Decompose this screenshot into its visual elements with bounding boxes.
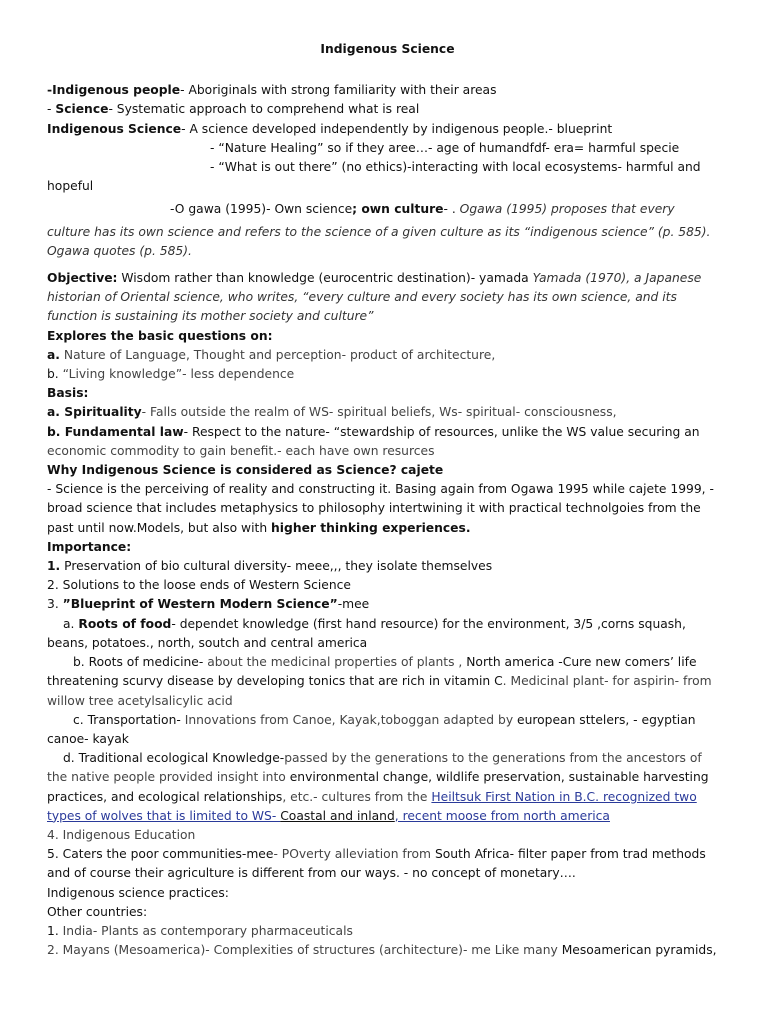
other-countries-heading: Other countries: bbox=[47, 904, 148, 919]
text-run: - Falls outside the realm of WS- spiritual beliefs, Ws- spiritual- consciousness, bbox=[141, 405, 617, 420]
tek-continued bbox=[47, 788, 728, 807]
bold-term: ; own culture bbox=[352, 202, 444, 217]
text-run: environmental change, wildlife preservation, sustainable harvesting bbox=[289, 770, 709, 785]
text-run: the native people provided insight into bbox=[47, 770, 290, 785]
text-run: - filter paper from trad methods bbox=[509, 847, 706, 862]
text-run: , etc.- cultures from the bbox=[282, 789, 432, 804]
ogawa-quote-line: Ogawa quotes (p. 585). bbox=[47, 243, 192, 258]
italic-quote: Ogawa (1995) proposes that every bbox=[459, 202, 675, 217]
bold-term: b. Fundamental law bbox=[47, 424, 184, 439]
objective-line bbox=[47, 269, 728, 288]
list-number: 1. bbox=[47, 923, 59, 938]
document-title: Indigenous Science bbox=[320, 42, 455, 56]
bold-term: Indigenous Science bbox=[47, 121, 182, 136]
country-item-1 bbox=[47, 922, 728, 941]
importance-item-4: 4. Indigenous Education bbox=[47, 827, 196, 842]
bold-term: Science bbox=[55, 102, 109, 117]
text-run: practices, and ecological relationships bbox=[47, 789, 283, 804]
heiltsuk-link[interactable]: Heiltsuk First Nation in B.C. recognized two bbox=[431, 789, 697, 804]
text-run: - Systematic approach to comprehend what is real bbox=[108, 102, 420, 117]
practices-heading: Indigenous science practices: bbox=[47, 885, 229, 900]
basis-b-continued: economic commodity to gain benefit.- each have own resurces bbox=[47, 443, 435, 458]
what-is-out-there-continued: hopeful bbox=[47, 179, 94, 194]
text-run: - . bbox=[443, 202, 460, 217]
roots-of-medicine-continued bbox=[47, 672, 728, 691]
why-line bbox=[47, 519, 728, 538]
yamada-quote-line: historian of Oriental science, who writes, “every culture and every society has its own science, and its bbox=[47, 290, 677, 305]
importance-item-2: 2. Solutions to the loose ends of Western Science bbox=[47, 578, 351, 593]
importance-heading: Importance: bbox=[47, 539, 132, 554]
text-run: passed by the generations to the generations from the ancestors of bbox=[284, 751, 702, 766]
tek-line bbox=[47, 749, 728, 768]
bold-term: ”Blueprint of Western Modern Science” bbox=[62, 597, 338, 612]
tek-continued bbox=[47, 807, 728, 826]
text-run: Mesoamerican pyramids bbox=[561, 943, 713, 958]
yamada-quote-line: function is sustaining its mother society and culture” bbox=[47, 309, 374, 324]
importance-item-5 bbox=[47, 845, 728, 864]
science-line bbox=[47, 100, 728, 119]
text-run: - Respect to the nature- “stewardship of resources, unlike the WS value securing an bbox=[183, 424, 700, 439]
why-line: - Science is the perceiving of reality and constructing it. Basing again from Ogawa 1995 while cajete 1999, - bbox=[47, 482, 714, 497]
text-run: - Aboriginals with strong familiarity with their areas bbox=[180, 83, 497, 98]
text-run: Preservation of bio cultural diversity- meee,,, they isolate themselves bbox=[60, 559, 493, 574]
text-run: european sttelers, - egyptian bbox=[517, 712, 696, 727]
text-run: 2. Mayans (Mesoamerica)- Complexities of structures (architecture)- me Like many bbox=[47, 943, 562, 958]
text-run: North america -Cure new comers’ life bbox=[466, 655, 697, 670]
text-run: -O gawa (1995)- Own science bbox=[170, 202, 353, 217]
list-number: 1. bbox=[47, 559, 61, 574]
question-b bbox=[47, 365, 728, 384]
heiltsuk-link[interactable]: Coastal and inland bbox=[280, 808, 395, 823]
list-label: b. bbox=[47, 367, 59, 382]
country-item-2 bbox=[47, 941, 728, 960]
transportation-continued: canoe- kayak bbox=[47, 731, 129, 746]
roots-of-medicine-continued: willow tree acetylsalicylic acid bbox=[47, 693, 233, 708]
text-run: . Medicinal plant- for aspirin- from bbox=[502, 674, 712, 689]
bold-term: a. Spirituality bbox=[47, 405, 142, 420]
indigenous-science-line bbox=[47, 120, 728, 139]
text-run: - dependet knowledge (first hand resource) for the environment, 3/5 ,corns squash, bbox=[171, 616, 686, 631]
explores-heading: Explores the basic questions on: bbox=[47, 328, 273, 343]
roots-of-medicine-line bbox=[47, 653, 728, 672]
text-run: -mee bbox=[337, 597, 370, 612]
text-run: d. Traditional ecological Knowledge- bbox=[63, 751, 285, 766]
text-run: threatening scurvy disease by developing tonics that are rich in vitamin C bbox=[47, 674, 503, 689]
text-run: South Africa bbox=[434, 847, 510, 862]
basis-heading: Basis: bbox=[47, 386, 89, 401]
bold-term: Roots of food bbox=[78, 616, 172, 631]
basis-b bbox=[47, 423, 728, 442]
roots-of-food-continued: beans, potatoes., north, soutch and central america bbox=[47, 635, 368, 650]
text-run: b. Roots of medicine- bbox=[73, 655, 204, 670]
bold-term: -Indigenous people bbox=[47, 83, 181, 98]
text-run: c. Transportation- bbox=[73, 712, 181, 727]
importance-item-3 bbox=[47, 595, 728, 614]
text-run: about the medicinal properties of plants , bbox=[203, 655, 467, 670]
text-run: - A science developed independently by indigenous people.- blueprint bbox=[181, 121, 613, 136]
what-is-out-there-line: - “What is out there” (no ethics)-interacting with local ecosystems- harmful and bbox=[210, 160, 701, 175]
transportation-line bbox=[47, 711, 728, 730]
list-label: a. bbox=[47, 347, 60, 362]
bold-term: higher thinking experiences. bbox=[271, 520, 471, 535]
tek-continued bbox=[47, 768, 728, 787]
heiltsuk-link[interactable]: , recent moose from north america bbox=[394, 808, 610, 823]
text-run: 5. Caters the poor communities-mee bbox=[47, 847, 274, 862]
heiltsuk-link[interactable]: types of wolves that is limited to WS- bbox=[47, 808, 281, 823]
text-run: India- Plants as contemporary pharmaceuticals bbox=[58, 923, 353, 938]
objective-label: Objective: bbox=[47, 271, 118, 286]
text-run: 3. bbox=[47, 597, 63, 612]
text-run: Wisdom rather than knowledge (eurocentric destination)- yamada bbox=[117, 271, 533, 286]
indigenous-people-line bbox=[47, 81, 728, 100]
question-a bbox=[47, 346, 728, 365]
importance-item-1 bbox=[47, 557, 728, 576]
why-heading: Why Indigenous Science is considered as Science? cajete bbox=[47, 463, 444, 478]
text-run: - bbox=[47, 102, 56, 117]
italic-quote: Yamada (1970), a Japanese bbox=[532, 271, 702, 286]
text-run: - POverty alleviation from bbox=[273, 847, 435, 862]
roots-of-food-line bbox=[47, 615, 728, 634]
text-run: , bbox=[712, 943, 717, 958]
text-run: Nature of Language, Thought and perception- product of architecture, bbox=[59, 347, 496, 362]
ogawa-line bbox=[47, 200, 728, 219]
importance-item-5-continued: and of course their agriculture is different from our ways. - no concept of monetary…. bbox=[47, 866, 576, 881]
text-run: “Living knowledge”- less dependence bbox=[58, 367, 295, 382]
text-run: Innovations from Canoe, Kayak,toboggan adapted by bbox=[180, 712, 518, 727]
text-run: past until now.Models, but also with bbox=[47, 520, 272, 535]
ogawa-quote-line: culture has its own science and refers to the science of a given culture as its “indigenous science” (p. 585). bbox=[47, 224, 711, 239]
nature-healing-line: - “Nature Healing” so if they aree…- age of humandfdf- era= harmful specie bbox=[210, 140, 680, 155]
text-run: a. bbox=[63, 616, 79, 631]
basis-a bbox=[47, 403, 728, 422]
why-line: broad science that includes metaphysics to philosophy intertwining it with practical technolgoies from the bbox=[47, 501, 701, 516]
